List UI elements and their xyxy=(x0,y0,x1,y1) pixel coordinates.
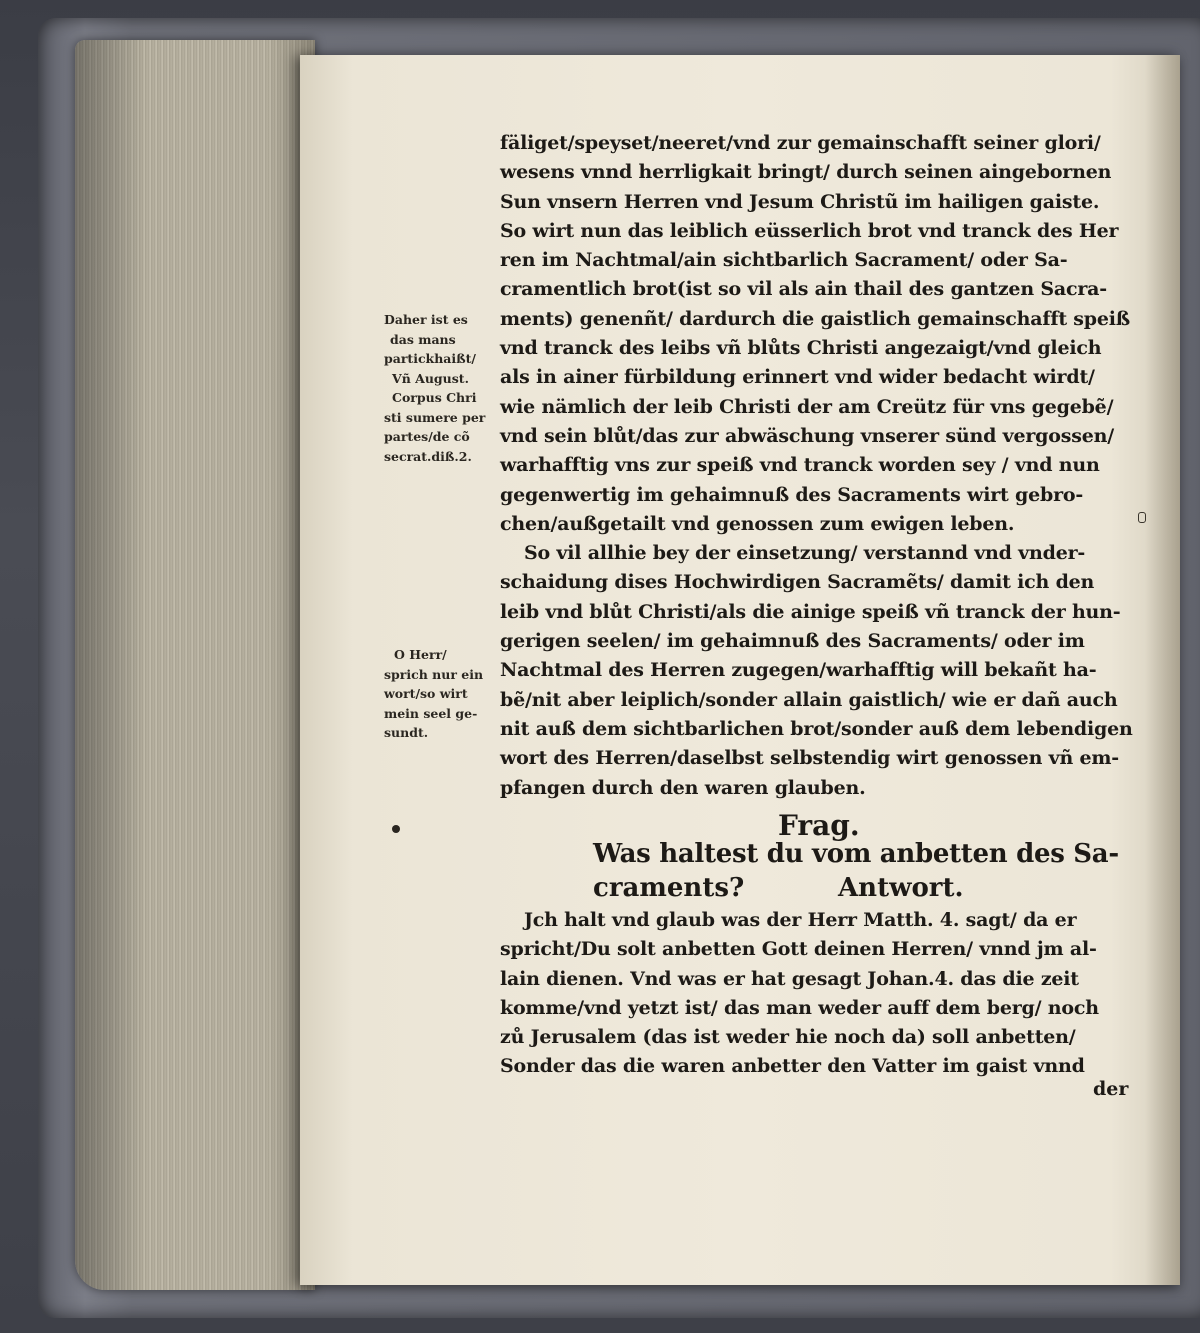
text-line: Jch halt vnd glaub was der Herr Matth. 4. sagt/ da er xyxy=(524,909,1077,931)
margin-note-line: mein seel ge- xyxy=(384,705,478,721)
margin-note-line: O Herr/ xyxy=(394,647,447,662)
text-line: wort des Herren/daselbst selbstendig wirt genossen vñ em- xyxy=(500,747,1119,770)
text-line: Nachtmal des Herren zugegen/warhafftig will bekañt ha- xyxy=(500,659,1097,682)
text-line: ments) genenñt/ dardurch die gaistlich gemainschafft speiß xyxy=(500,307,1131,330)
text-line: So wirt nun das leiblich eüsserlich brot vnd tranck des Her xyxy=(500,219,1119,242)
section-heading-frag: Frag. xyxy=(778,809,860,842)
text-line: ren im Nachtmal/ain sichtbarlich Sacrament/ oder Sa- xyxy=(500,249,1068,272)
text-line: wie nämlich der leib Christi der am Creütz für vns gegebẽ/ xyxy=(500,395,1114,418)
text-line: fäliget/speyset/neeret/vnd zur gemainschafft seiner glori/ xyxy=(500,132,1101,154)
page-edges xyxy=(75,40,315,1290)
main-paragraph-1 xyxy=(500,129,1140,803)
margin-note-line: partes/de cõ xyxy=(384,429,470,444)
margin-note-1 xyxy=(384,310,485,466)
text-line: spricht/Du solt anbetten Gott deinen Herren/ vnnd jm al- xyxy=(500,938,1097,961)
catchword: der xyxy=(1093,1078,1129,1100)
text-line: Sonder das die waren anbetter den Vatter im gaist vnnd xyxy=(500,1055,1085,1078)
margin-note-line: Corpus Chri xyxy=(392,390,477,405)
text-line: chen/außgetailt vnd genossen zum ewigen leben. xyxy=(500,512,1015,535)
text-line: So vil allhie bey der einsetzung/ verstannd vnd vnder- xyxy=(524,542,1086,565)
text-line: vnd tranck des leibs vñ blůts Christi angezaigt/vnd gleich xyxy=(500,337,1102,360)
text-line: pfangen durch den waren glauben. xyxy=(500,776,866,799)
text-line: warhafftig vns zur speiß vnd tranck worden sey / vnd nun xyxy=(500,454,1100,477)
book-page xyxy=(300,55,1180,1285)
page-gutter xyxy=(1145,55,1180,1285)
margin-note-line: wort/so wirt xyxy=(384,686,468,701)
margin-note-line: partickhaißt/ xyxy=(384,351,476,366)
margin-note-line: das mans xyxy=(390,331,456,347)
text-line: als in ainer fürbildung erinnert vnd wider bedacht wirdt/ xyxy=(500,366,1095,389)
text-line: bẽ/nit aber leiplich/sonder allain gaistlich/ wie er dañ auch xyxy=(500,688,1118,711)
text-line: lain dienen. Vnd was er hat gesagt Johan.4. das die zeit xyxy=(500,967,1079,990)
text-line: schaidung dises Hochwirdigen Sacramẽts/ damit ich den xyxy=(500,571,1095,594)
answer-heading: Antwort. xyxy=(838,873,964,903)
question-heading-line-1: Was haltest du vom anbetten des Sa- xyxy=(593,839,1119,869)
margin-note-line: secrat.diß.2. xyxy=(384,448,472,464)
margin-note-line: sti sumere per xyxy=(384,409,486,425)
text-line: zů Jerusalem (das ist weder hie noch da) soll anbetten/ xyxy=(500,1026,1076,1049)
text-line: Sun vnsern Herren vnd Jesum Christũ im hailigen gaiste. xyxy=(500,190,1100,213)
margin-note-line: Daher ist es xyxy=(384,312,468,327)
margin-note-2 xyxy=(384,645,483,743)
margin-note-line: sprich nur ein xyxy=(384,666,484,682)
text-line: gegenwertig im gehaimnuß des Sacraments wirt gebro- xyxy=(500,483,1084,506)
text-line: cramentlich brot(ist so vil als ain thail des gantzen Sacra- xyxy=(500,278,1107,301)
text-line: gerigen seelen/ im gehaimnuß des Sacraments/ oder im xyxy=(500,630,1085,653)
question-heading-line-2: craments? xyxy=(593,873,745,903)
answer-paragraph xyxy=(500,906,1140,1082)
margin-dot-ornament xyxy=(392,825,400,833)
text-line: nit auß dem sichtbarlichen brot/sonder auß dem lebendigen xyxy=(500,717,1133,740)
text-line: wesens vnnd herrligkait bringt/ durch seinen aingebornen xyxy=(500,161,1112,184)
text-line: vnd sein blůt/das zur abwäschung vnserer sünd vergossen/ xyxy=(500,424,1114,447)
text-line: leib vnd blůt Christi/als die ainige speiß vñ tranck der hun- xyxy=(500,600,1121,623)
margin-note-line: Vñ August. xyxy=(392,370,469,386)
text-line: komme/vnd yetzt ist/ das man weder auff dem berg/ noch xyxy=(500,996,1099,1019)
margin-note-line: sundt. xyxy=(384,725,429,740)
